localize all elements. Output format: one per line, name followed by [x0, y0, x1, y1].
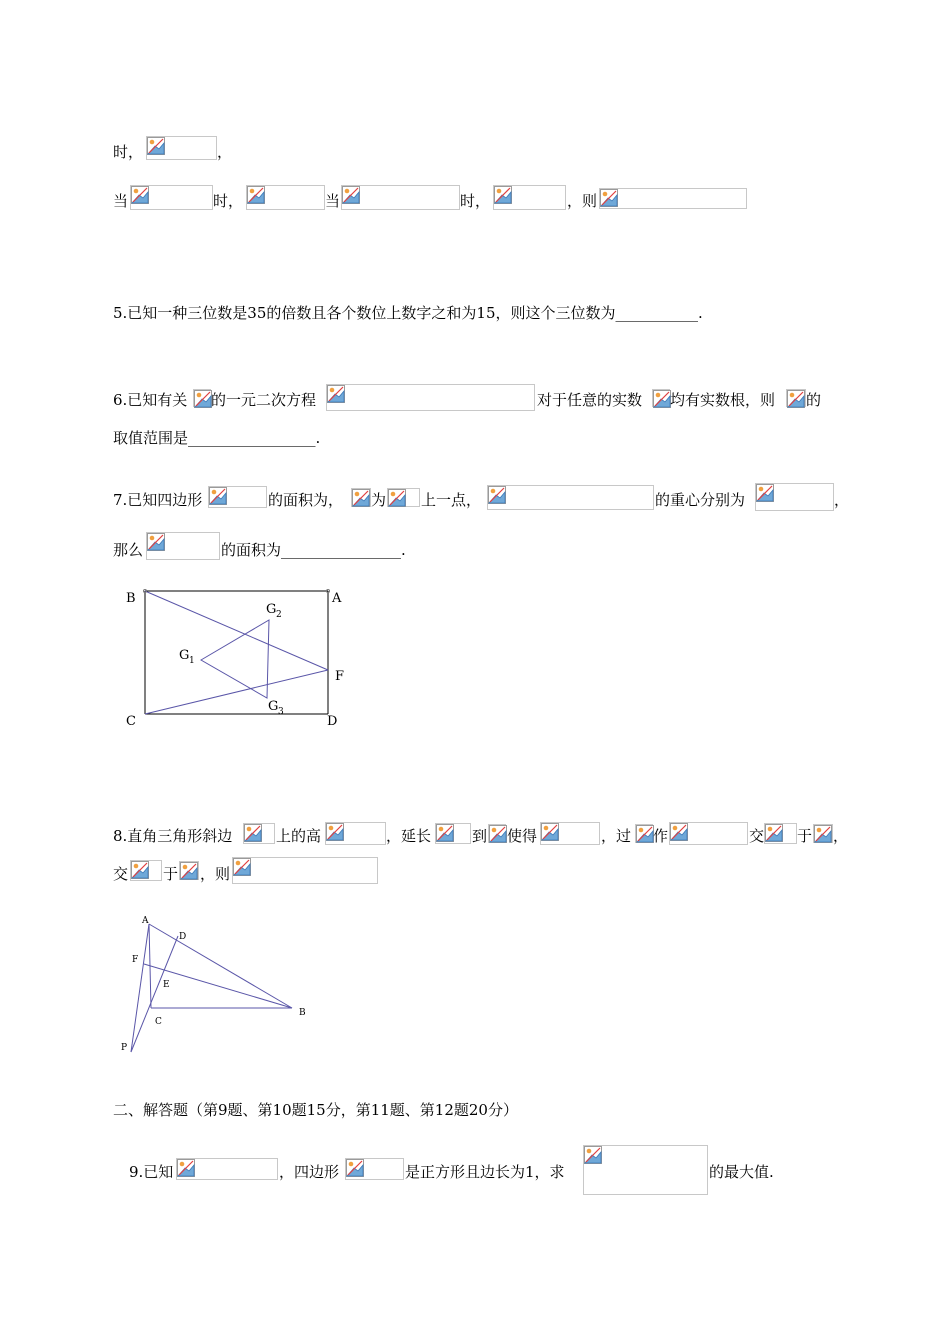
formula-image — [176, 1158, 278, 1180]
broken-image-icon — [131, 186, 149, 204]
text-shi: 时， — [113, 143, 144, 161]
broken-image-icon — [488, 486, 506, 504]
label-P: P — [121, 1043, 128, 1053]
formula-image — [341, 185, 460, 210]
formula-image — [232, 857, 378, 884]
formula-image — [599, 188, 747, 209]
q9-text: 是正方形且边长为1，求 — [405, 1163, 565, 1181]
formula-image — [208, 486, 267, 508]
formula-image — [764, 823, 797, 844]
text-shi: 时， — [213, 192, 244, 210]
q8-text: ，延长 — [386, 827, 432, 845]
broken-image-icon — [541, 823, 559, 841]
label-F: F — [132, 955, 139, 965]
q8-text: 交 — [113, 865, 129, 883]
section-title: 二、解答题（第9题、第10题15分，第11题、第12题20分） — [113, 1101, 518, 1119]
quadrilateral-figure — [120, 583, 360, 733]
label-E: E — [163, 980, 170, 990]
q7-text: 的面积为， — [268, 491, 344, 509]
label-A: A — [332, 591, 342, 606]
text-shi: 时， — [460, 192, 491, 210]
segment-BF — [145, 591, 328, 670]
label-G3-subscript: 3 — [278, 707, 284, 717]
label-G2: G — [266, 602, 277, 617]
q8-text: 8.直角三角形斜边 — [113, 827, 233, 845]
q9-text: 9.已知 — [129, 1163, 174, 1181]
segment-CF — [145, 670, 328, 714]
label-C: C — [155, 1017, 162, 1027]
q8-text: ， — [833, 827, 849, 845]
broken-image-icon — [584, 1146, 602, 1164]
broken-image-icon — [342, 186, 360, 204]
broken-image-icon — [436, 824, 454, 842]
q9-text: 的最大值. — [709, 1163, 774, 1181]
q7-text: 那么 — [113, 541, 144, 559]
triangle-figure — [115, 910, 315, 1058]
formula-image — [786, 389, 806, 407]
formula-image — [345, 1158, 404, 1180]
formula-image — [387, 488, 420, 507]
formula-image — [669, 822, 748, 845]
broken-image-icon — [177, 1159, 195, 1177]
segment-PD — [131, 936, 178, 1052]
q8-text: 于 — [797, 827, 813, 845]
formula-image — [488, 824, 506, 843]
q8-text: 于 — [163, 865, 179, 883]
broken-image-icon — [327, 385, 345, 403]
q9-text: ，四边形 — [279, 1163, 340, 1181]
label-G3: G — [268, 699, 279, 714]
q7-text: ， — [834, 491, 850, 509]
broken-image-icon — [388, 489, 406, 507]
formula-image — [755, 483, 834, 511]
q8-text: 上的高 — [276, 827, 322, 845]
label-G1-subscript: 1 — [189, 656, 195, 666]
q8-text: 到 — [472, 827, 488, 845]
q7-text: 为 — [371, 491, 387, 509]
broken-image-icon — [233, 858, 251, 876]
label-C: C — [126, 714, 136, 729]
label-G2-subscript: 2 — [276, 610, 282, 620]
q6-text: 均有实数根，则 — [670, 391, 776, 409]
q8-text: ，则 — [200, 865, 231, 883]
q7-text: 的面积为________________. — [221, 541, 406, 559]
q7-text: 7.已知四边形 — [113, 491, 203, 509]
formula-image — [487, 485, 654, 510]
broken-image-icon — [194, 390, 212, 408]
q6-text: 6.已知有关 — [113, 391, 188, 409]
label-G1: G — [179, 648, 190, 663]
broken-image-icon — [180, 862, 198, 880]
label-A: A — [142, 916, 149, 926]
broken-image-icon — [247, 186, 265, 204]
label-F: F — [335, 669, 345, 684]
formula-image — [325, 822, 386, 845]
formula-image — [540, 822, 600, 845]
formula-image — [179, 861, 199, 880]
broken-image-icon — [787, 390, 805, 408]
formula-image — [351, 488, 371, 507]
formula-image — [130, 860, 162, 881]
broken-image-icon — [489, 825, 507, 843]
formula-image — [246, 185, 325, 210]
broken-image-icon — [147, 137, 165, 155]
segment-AP — [131, 924, 149, 1052]
broken-image-icon — [244, 824, 262, 842]
broken-image-icon — [147, 533, 165, 551]
formula-image — [193, 389, 211, 407]
text-dang: 当 — [325, 192, 341, 210]
formula-image — [652, 389, 670, 407]
broken-image-icon — [494, 186, 512, 204]
broken-image-icon — [352, 489, 370, 507]
q6-text: 的 — [806, 391, 822, 409]
formula-image — [635, 824, 653, 843]
text-dang: 当 — [113, 192, 129, 210]
q8-text: ，过 — [601, 827, 632, 845]
broken-image-icon — [346, 1159, 364, 1177]
broken-image-icon — [131, 861, 149, 879]
broken-image-icon — [326, 823, 344, 841]
formula-image — [326, 384, 535, 411]
q7-text: 的重心分别为 — [655, 491, 746, 509]
formula-image — [243, 823, 275, 844]
formula-image — [813, 824, 833, 843]
label-B: B — [299, 1008, 306, 1018]
q6-text: 对于任意的实数 — [537, 391, 643, 409]
broken-image-icon — [600, 189, 618, 207]
formula-image — [146, 532, 220, 560]
broken-image-icon — [814, 825, 832, 843]
label-D: D — [327, 714, 338, 729]
text-ze: ，则 — [567, 192, 598, 210]
formula-image — [146, 136, 217, 160]
q6-line-2: 取值范围是_________________. — [113, 429, 321, 447]
formula-image — [130, 185, 213, 210]
segment-AB — [149, 924, 292, 1008]
label-B: B — [126, 591, 136, 606]
formula-image — [493, 185, 566, 210]
q6-text: 的一元二次方程 — [211, 391, 317, 409]
broken-image-icon — [209, 487, 227, 505]
q8-text: 交 — [749, 827, 765, 845]
formula-image — [435, 823, 471, 844]
label-D: D — [179, 932, 187, 942]
formula-image — [583, 1145, 708, 1195]
text-comma: ， — [217, 143, 233, 161]
broken-image-icon — [636, 825, 654, 843]
broken-image-icon — [653, 390, 671, 408]
broken-image-icon — [756, 484, 774, 502]
q7-text: 上一点， — [421, 491, 482, 509]
q8-text: 使得 — [507, 827, 538, 845]
q8-text: 作 — [653, 827, 669, 845]
broken-image-icon — [670, 823, 688, 841]
broken-image-icon — [765, 824, 783, 842]
question-5: 5.已知一种三位数是35的倍数且各个数位上数字之和为15，则这个三位数为___________. — [113, 304, 703, 322]
